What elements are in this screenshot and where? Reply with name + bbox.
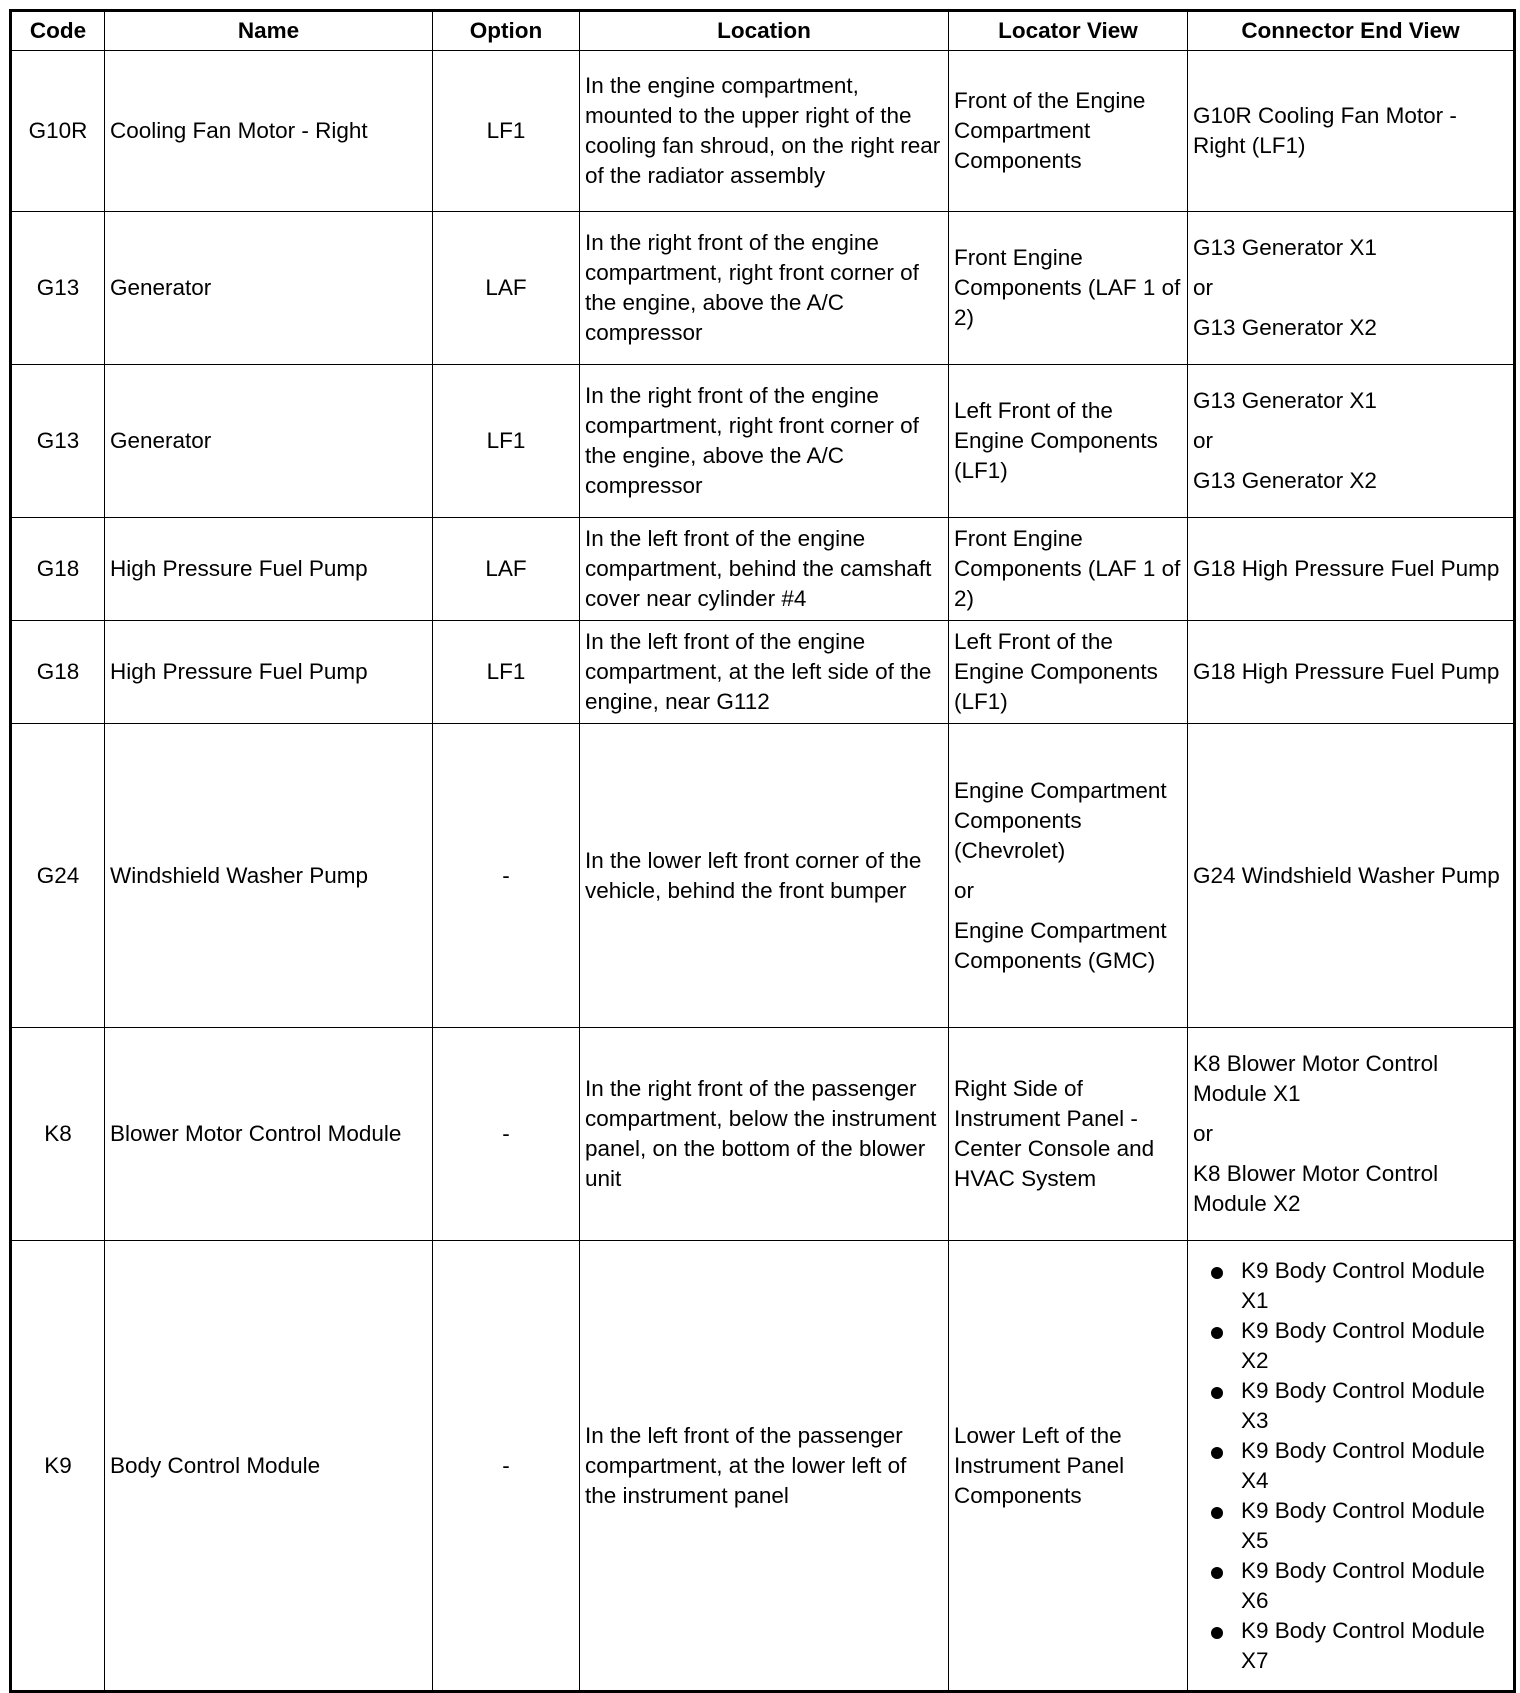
line-text: Left Front of the Engine Components (LF1) (954, 629, 1158, 714)
code-cell: G13 (11, 365, 105, 518)
bullet-icon (1211, 1627, 1223, 1639)
locator-view-cell (949, 724, 1188, 1028)
locator-view-cell (949, 1241, 1188, 1692)
connector-end-view-cell (1188, 212, 1515, 365)
name-cell: Windshield Washer Pump (105, 724, 433, 1028)
connector-text: K9 Body Control Module X6 (1241, 1557, 1485, 1613)
option-cell: LF1 (433, 621, 580, 724)
bullet-icon (1211, 1267, 1223, 1279)
table-row (11, 365, 1515, 518)
connector-list-item (1241, 1616, 1508, 1676)
line-text: K8 Blower Motor Control Module X1 (1193, 1051, 1439, 1106)
code-cell: K8 (11, 1028, 105, 1241)
option-cell: - (433, 1028, 580, 1241)
line-text: G13 Generator X1 (1193, 235, 1377, 260)
line-text: G13 Generator X1 (1193, 388, 1377, 413)
location-cell: In the right front of the engine compartment, right front corner of the engine, above the A/C compressor (580, 365, 949, 518)
line-text: G10R Cooling Fan Motor - Right (LF1) (1193, 103, 1457, 158)
bullet-icon (1211, 1327, 1223, 1339)
connector-text: K9 Body Control Module X1 (1241, 1257, 1485, 1313)
location-cell: In the left front of the engine compartment, behind the camshaft cover near cylinder #4 (580, 518, 949, 621)
connector-end-view-cell (1188, 518, 1515, 621)
code-cell: K9 (11, 1241, 105, 1692)
table-row (11, 518, 1515, 621)
connector-list-item (1241, 1556, 1508, 1616)
line-text: Front Engine Components (LAF 1 of 2) (954, 526, 1181, 611)
option-cell: LF1 (433, 51, 580, 212)
connector-list-item (1241, 1436, 1508, 1496)
option-cell: - (433, 724, 580, 1028)
or-text: or (1193, 275, 1214, 300)
or-text: or (1193, 1121, 1214, 1146)
header-location: Location (580, 11, 949, 51)
connector-text: K9 Body Control Module X5 (1241, 1497, 1485, 1553)
connector-end-view-cell (1188, 621, 1515, 724)
location-cell: In the right front of the passenger compartment, below the instrument panel, on the bottom of the blower unit (580, 1028, 949, 1241)
line-text: Front of the Engine Compartment Components (954, 88, 1146, 173)
locator-view-cell (949, 51, 1188, 212)
header-locator-view: Locator View (949, 11, 1188, 51)
locator-view-cell (949, 1028, 1188, 1241)
table-row (11, 724, 1515, 1028)
locator-view-cell (949, 518, 1188, 621)
line-text: Engine Compartment Components (Chevrolet) (954, 777, 1167, 863)
location-cell: In the right front of the engine compartment, right front corner of the engine, above the A/C compressor (580, 212, 949, 365)
connector-text: K9 Body Control Module X2 (1241, 1317, 1485, 1373)
component-locator-table (9, 9, 1516, 1693)
locator-view-cell (949, 621, 1188, 724)
option-cell: - (433, 1241, 580, 1692)
connector-text: K9 Body Control Module X3 (1241, 1377, 1485, 1433)
name-cell: Cooling Fan Motor - Right (105, 51, 433, 212)
connector-end-view-cell (1188, 724, 1515, 1028)
name-cell: Generator (105, 212, 433, 365)
connector-list-item (1241, 1496, 1508, 1556)
line-text: Engine Compartment Components (GMC) (954, 917, 1167, 973)
bullet-icon (1211, 1447, 1223, 1459)
location-cell: In the engine compartment, mounted to the upper right of the cooling fan shroud, on the right rear of the radiator assembly (580, 51, 949, 212)
line-text: Front Engine Components (LAF 1 of 2) (954, 245, 1181, 330)
header-code: Code (11, 11, 105, 51)
locator-view-cell (949, 365, 1188, 518)
line-text: K8 Blower Motor Control Module X2 (1193, 1161, 1439, 1216)
line-text: G13 Generator X2 (1193, 315, 1377, 340)
table-row (11, 621, 1515, 724)
connector-end-view-cell (1188, 1241, 1515, 1692)
bullet-icon (1211, 1507, 1223, 1519)
connector-text: K9 Body Control Module X7 (1241, 1617, 1485, 1673)
table-row (11, 1028, 1515, 1241)
connector-list-item (1241, 1316, 1508, 1376)
connector-list-item (1241, 1376, 1508, 1436)
option-cell: LF1 (433, 365, 580, 518)
code-cell: G10R (11, 51, 105, 212)
header-row (11, 11, 1515, 51)
code-cell: G24 (11, 724, 105, 1028)
header-name: Name (105, 11, 433, 51)
line-text: Left Front of the Engine Components (LF1) (954, 398, 1158, 483)
connector-text: K9 Body Control Module X4 (1241, 1437, 1485, 1493)
line-text: Lower Left of the Instrument Panel Components (954, 1422, 1125, 1508)
code-cell: G18 (11, 621, 105, 724)
name-cell: High Pressure Fuel Pump (105, 621, 433, 724)
line-text: G13 Generator X2 (1193, 468, 1377, 493)
option-cell: LAF (433, 212, 580, 365)
name-cell: Body Control Module (105, 1241, 433, 1692)
connector-end-view-cell (1188, 1028, 1515, 1241)
location-cell: In the left front of the passenger compartment, at the lower left of the instrument panel (580, 1241, 949, 1692)
locator-view-cell (949, 212, 1188, 365)
connector-list-item (1241, 1256, 1508, 1316)
connector-list (1193, 1256, 1508, 1676)
line-text: Right Side of Instrument Panel - Center Console and HVAC System (954, 1076, 1155, 1191)
table-row (11, 51, 1515, 212)
or-text: or (1193, 428, 1214, 453)
bullet-icon (1211, 1387, 1223, 1399)
name-cell: High Pressure Fuel Pump (105, 518, 433, 621)
table-row (11, 212, 1515, 365)
header-connector-end-view: Connector End View (1188, 11, 1515, 51)
header-option: Option (433, 11, 580, 51)
connector-end-view-cell (1188, 365, 1515, 518)
bullet-icon (1211, 1567, 1223, 1579)
name-cell: Generator (105, 365, 433, 518)
location-cell: In the left front of the engine compartment, at the left side of the engine, near G112 (580, 621, 949, 724)
line-text: G24 Windshield Washer Pump (1193, 862, 1500, 888)
location-cell: In the lower left front corner of the vehicle, behind the front bumper (580, 724, 949, 1028)
option-cell: LAF (433, 518, 580, 621)
or-text: or (954, 877, 975, 903)
line-text: G18 High Pressure Fuel Pump (1193, 659, 1500, 684)
connector-end-view-cell (1188, 51, 1515, 212)
code-cell: G13 (11, 212, 105, 365)
code-cell: G18 (11, 518, 105, 621)
name-cell: Blower Motor Control Module (105, 1028, 433, 1241)
table-row (11, 1241, 1515, 1692)
line-text: G18 High Pressure Fuel Pump (1193, 556, 1500, 581)
